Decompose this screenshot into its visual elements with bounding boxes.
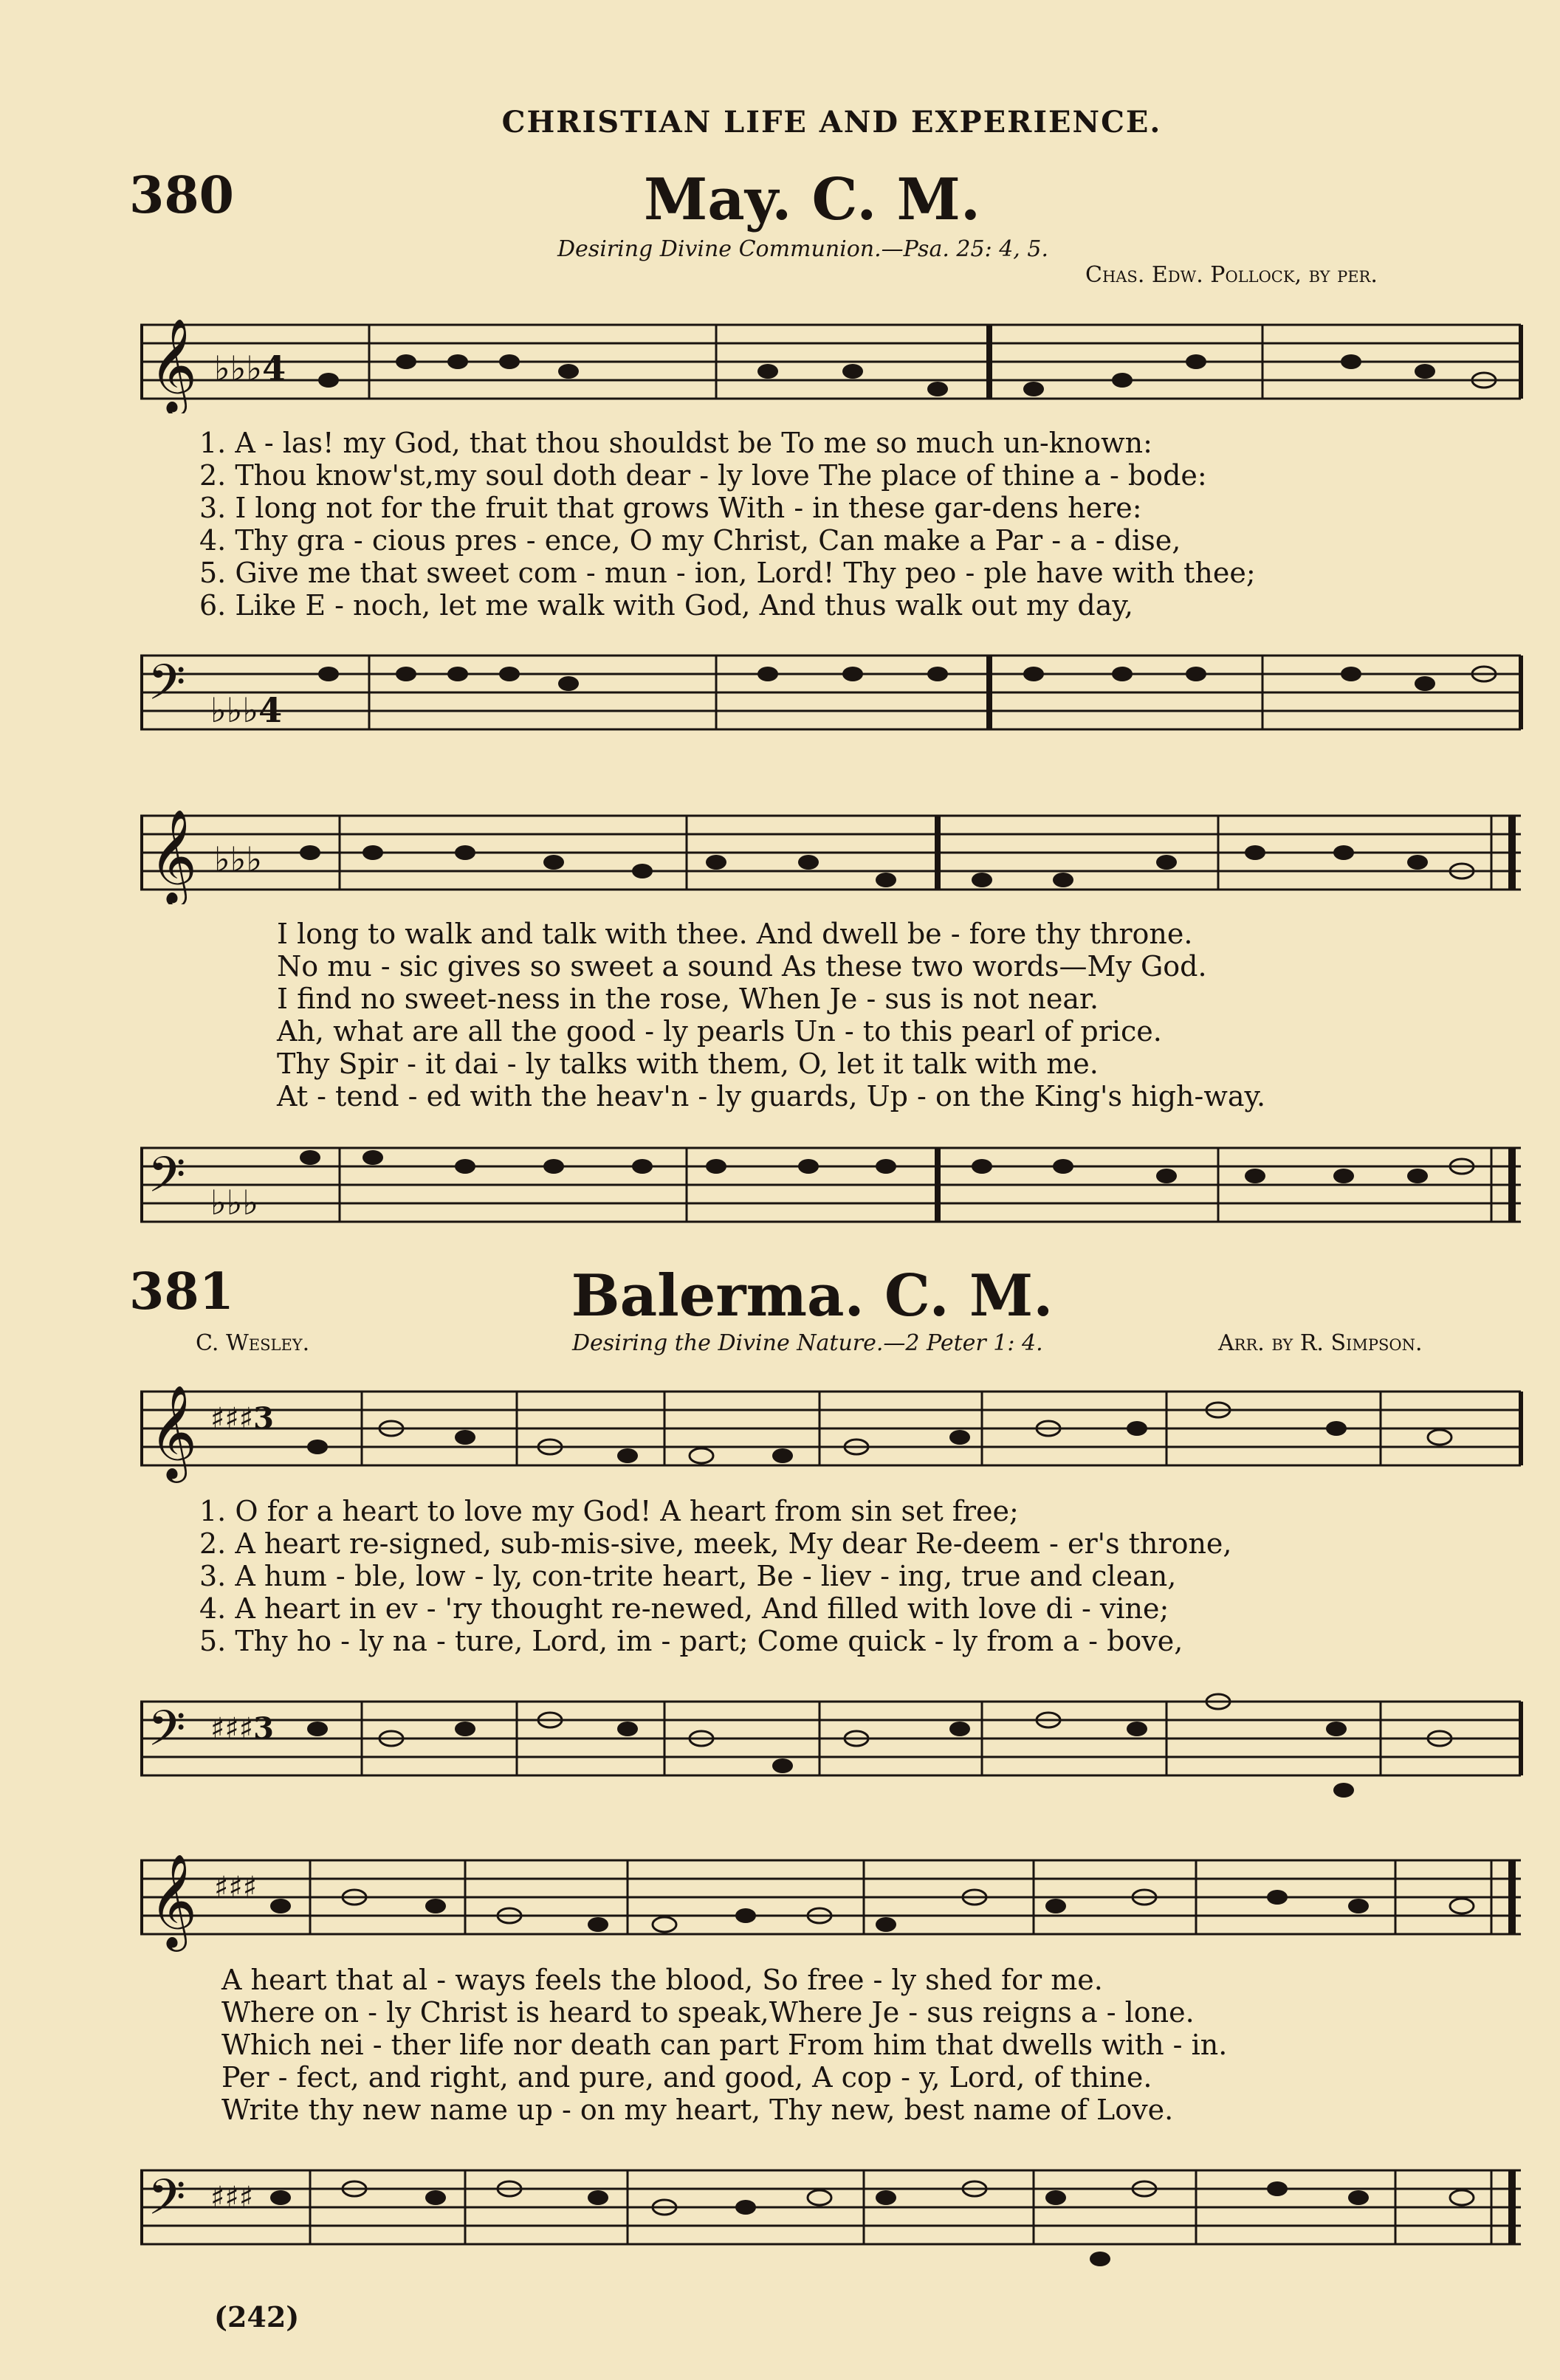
svg-text:𝄞: 𝄞 (149, 1384, 198, 1479)
lyric-line: 3. A hum - ble, low - ly, con-trite heart, Be - liev - ing, true and clean, (199, 1560, 1177, 1592)
verse-block (199, 1495, 1232, 1657)
hymn-subtitle: Desiring the Divine Nature.—2 Peter 1: 4. (572, 1330, 1043, 1356)
verse-block (199, 427, 1256, 622)
svg-text:♭♭♭4: ♭♭♭4 (214, 348, 286, 388)
lyric-line: 4. A heart in ev - 'ry thought re-newed, And filled with love di - vine; (199, 1592, 1169, 1625)
svg-text:♯♯♯: ♯♯♯ (210, 2180, 254, 2215)
treble-staff (140, 801, 1528, 904)
hymn-title: May. C. M. (643, 166, 981, 233)
svg-text:♯♯♯3: ♯♯♯3 (210, 1401, 274, 1436)
svg-text:𝄢: 𝄢 (148, 1700, 186, 1769)
lyric-line: 4. Thy gra - cious pres - ence, O my Christ, Can make a Par - a - dise, (199, 524, 1181, 557)
arranger-credit: Arr. by R. Simpson. (1218, 1330, 1423, 1356)
lyric-line: Ah, what are all the good - ly pearls Un - to this pearl of price. (277, 1015, 1162, 1048)
lyric-line: 1. O for a heart to love my God! A heart from sin set free; (199, 1495, 1019, 1527)
lyric-line: Thy Spir - it dai - ly talks with them, O, let it talk with me. (277, 1048, 1099, 1080)
author-credit: C. Wesley. (196, 1330, 310, 1356)
lyric-line: No mu - sic gives so sweet a sound As these two words—My God. (277, 950, 1207, 983)
bass-staff (140, 1679, 1528, 1805)
lyric-line: 2. A heart re-signed, sub-mis-sive, meek, My dear Re-deem - er's throne, (199, 1527, 1232, 1560)
lyric-line: 2. Thou know'st,my soul doth dear - ly love The place of thine a - bode: (199, 459, 1207, 492)
lyric-line: I find no sweet-ness in the rose, When Je - sus is not near. (277, 983, 1099, 1015)
svg-text:𝄞: 𝄞 (149, 317, 198, 412)
svg-text:♯♯♯: ♯♯♯ (214, 1870, 258, 1905)
section-title: CHRISTIAN LIFE AND EXPERIENCE. (501, 105, 1162, 140)
treble-staff (140, 1369, 1528, 1488)
lyric-line: 5. Thy ho - ly na - ture, Lord, im - part; Come quick - ly from a - bove, (199, 1625, 1183, 1657)
lyric-line: 3. I long not for the fruit that grows With - in these gar-dens here: (199, 492, 1142, 524)
hymn-number: 380 (129, 166, 234, 225)
svg-text:♭♭♭: ♭♭♭ (214, 839, 263, 879)
svg-text:𝄞: 𝄞 (149, 1853, 198, 1947)
svg-text:𝄢: 𝄢 (148, 2169, 186, 2238)
hymn-subtitle: Desiring Divine Communion.—Psa. 25: 4, 5. (557, 236, 1048, 262)
lyric-line: A heart that al - ways feels the blood, So free - ly shed for me. (221, 1964, 1103, 1996)
lyric-line: Which nei - ther life nor death can part From him that dwells with - in. (221, 2029, 1228, 2061)
svg-text:♭♭♭: ♭♭♭ (210, 1183, 259, 1222)
treble-staff (140, 1838, 1528, 1964)
svg-text:♭♭♭4: ♭♭♭4 (210, 690, 283, 730)
treble-staff (140, 310, 1528, 413)
verse-block (221, 1964, 1227, 2126)
bass-staff (140, 1133, 1528, 1237)
composer-credit: Chas. Edw. Pollock, by per. (1085, 262, 1378, 288)
hymn-number: 381 (129, 1262, 234, 1321)
lyric-line: 6. Like E - noch, let me walk with God, And thus walk out my day, (199, 589, 1133, 622)
lyric-line: Where on - ly Christ is heard to speak,Where Je - sus reigns a - lone. (221, 1996, 1195, 2029)
page-number: (242) (214, 2300, 300, 2333)
svg-text:𝄢: 𝄢 (148, 1146, 186, 1215)
verse-block (277, 918, 1265, 1112)
svg-text:♯♯♯3: ♯♯♯3 (210, 1711, 274, 1746)
bass-staff (140, 2148, 1528, 2274)
lyric-line: 5. Give me that sweet com - mun - ion, Lord! Thy peo - ple have with thee; (199, 557, 1256, 589)
lyric-line: I long to walk and talk with thee. And dwell be - fore thy throne. (277, 918, 1193, 950)
lyric-line: 1. A - las! my God, that thou shouldst be To me so much un-known: (199, 427, 1152, 459)
bass-staff (140, 641, 1528, 744)
lyric-line: Write thy new name up - on my heart, Thy new, best name of Love. (221, 2094, 1174, 2126)
lyric-line: Per - fect, and right, and pure, and good, A cop - y, Lord, of thine. (221, 2061, 1152, 2094)
hymn-title: Balerma. C. M. (571, 1262, 1054, 1330)
lyric-line: At - tend - ed with the heav'n - ly guards, Up - on the King's high-way. (277, 1080, 1266, 1112)
svg-text:𝄢: 𝄢 (148, 654, 186, 723)
svg-text:𝄞: 𝄞 (149, 808, 198, 903)
